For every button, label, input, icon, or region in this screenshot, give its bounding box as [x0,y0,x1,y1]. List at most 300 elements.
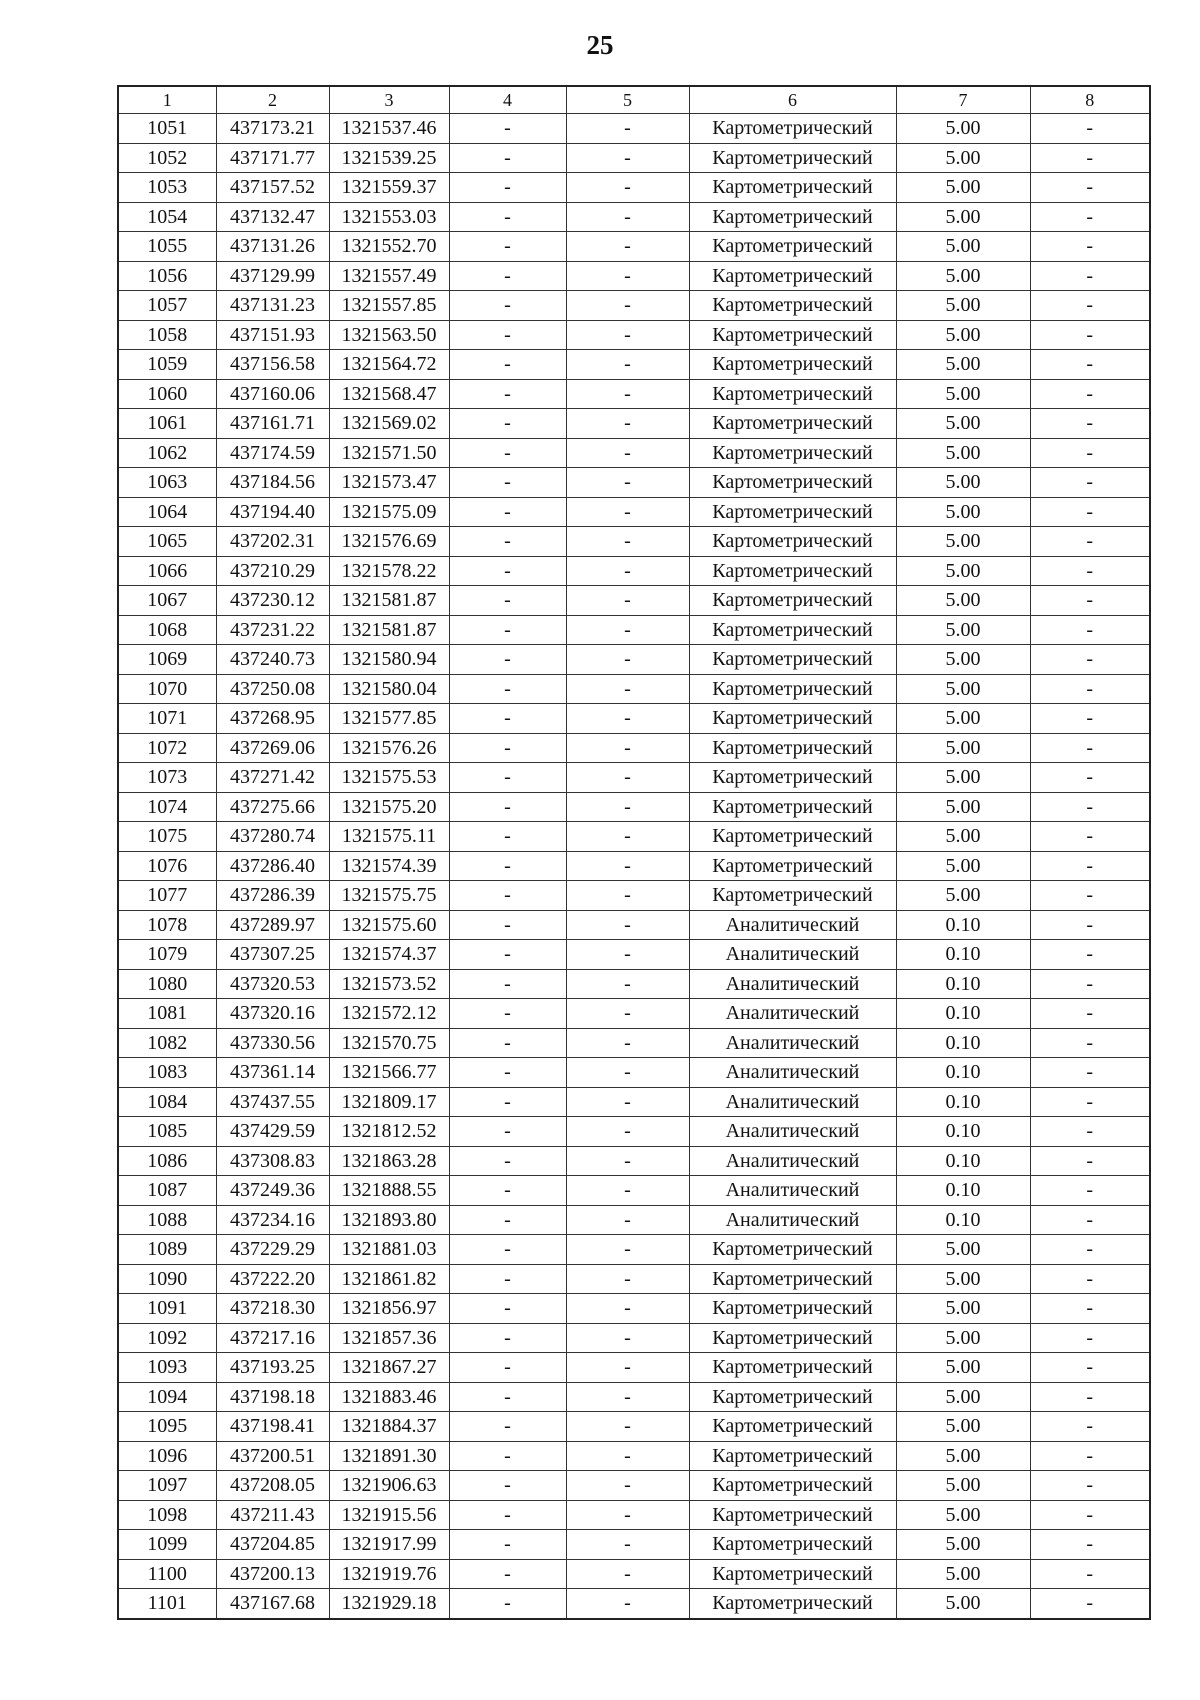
col-5-value-cell: - [566,1264,689,1294]
table-row [118,232,1150,262]
col-4-value-cell: - [449,1117,566,1147]
col-5-value-cell: - [566,527,689,557]
accuracy-cell: 5.00 [896,881,1030,911]
col-5-value-cell: - [566,1441,689,1471]
col-5-value-cell: - [566,1500,689,1530]
col-5-value-cell: - [566,1559,689,1589]
col-8-value-cell: - [1030,1559,1150,1589]
accuracy-cell: 5.00 [896,674,1030,704]
col-5-value-cell: - [566,232,689,262]
coordinate-x-cell: 437217.16 [216,1323,329,1353]
coordinate-y-cell: 1321863.28 [329,1146,449,1176]
coordinate-x-cell: 437269.06 [216,733,329,763]
coordinate-y-cell: 1321575.11 [329,822,449,852]
coordinate-x-cell: 437249.36 [216,1176,329,1206]
table-row [118,291,1150,321]
col-4-value-cell: - [449,940,566,970]
col-5-value-cell: - [566,999,689,1029]
col-8-value-cell: - [1030,202,1150,232]
col-4-value-cell: - [449,291,566,321]
method-cell: Картометрический [689,438,896,468]
col-8-value-cell: - [1030,1146,1150,1176]
col-4-value-cell: - [449,615,566,645]
method-cell: Картометрический [689,1235,896,1265]
table-row [118,674,1150,704]
coordinate-x-cell: 437210.29 [216,556,329,586]
table-row [118,704,1150,734]
coordinate-x-cell: 437167.68 [216,1589,329,1619]
coordinate-x-cell: 437174.59 [216,438,329,468]
point-number-cell: 1081 [118,999,216,1029]
col-4-value-cell: - [449,910,566,940]
accuracy-cell: 5.00 [896,851,1030,881]
col-4-value-cell: - [449,1382,566,1412]
point-number-cell: 1074 [118,792,216,822]
method-cell: Картометрический [689,645,896,675]
accuracy-cell: 0.10 [896,1205,1030,1235]
col-5-value-cell: - [566,173,689,203]
method-cell: Аналитический [689,910,896,940]
col-8-value-cell: - [1030,468,1150,498]
col-8-value-cell: - [1030,645,1150,675]
coordinate-y-cell: 1321574.37 [329,940,449,970]
coordinate-x-cell: 437157.52 [216,173,329,203]
accuracy-cell: 5.00 [896,792,1030,822]
col-4-value-cell: - [449,1441,566,1471]
coordinate-x-cell: 437330.56 [216,1028,329,1058]
accuracy-cell: 5.00 [896,1294,1030,1324]
table-row [118,173,1150,203]
col-4-value-cell: - [449,379,566,409]
column-header: 2 [216,86,329,114]
col-8-value-cell: - [1030,615,1150,645]
col-8-value-cell: - [1030,704,1150,734]
col-8-value-cell: - [1030,438,1150,468]
accuracy-cell: 5.00 [896,733,1030,763]
table-row [118,1117,1150,1147]
method-cell: Картометрический [689,497,896,527]
col-8-value-cell: - [1030,1205,1150,1235]
point-number-cell: 1072 [118,733,216,763]
accuracy-cell: 5.00 [896,1235,1030,1265]
table-row [118,1382,1150,1412]
col-8-value-cell: - [1030,1589,1150,1619]
point-number-cell: 1092 [118,1323,216,1353]
coordinate-y-cell: 1321580.94 [329,645,449,675]
coordinate-x-cell: 437271.42 [216,763,329,793]
col-5-value-cell: - [566,114,689,144]
col-8-value-cell: - [1030,792,1150,822]
col-5-value-cell: - [566,320,689,350]
point-number-cell: 1082 [118,1028,216,1058]
accuracy-cell: 5.00 [896,1382,1030,1412]
accuracy-cell: 5.00 [896,232,1030,262]
table-row [118,999,1150,1029]
point-number-cell: 1083 [118,1058,216,1088]
method-cell: Аналитический [689,1205,896,1235]
method-cell: Картометрический [689,1589,896,1619]
method-cell: Аналитический [689,1146,896,1176]
table-row [118,114,1150,144]
col-4-value-cell: - [449,1589,566,1619]
coordinate-y-cell: 1321929.18 [329,1589,449,1619]
coordinate-x-cell: 437202.31 [216,527,329,557]
accuracy-cell: 5.00 [896,1264,1030,1294]
point-number-cell: 1076 [118,851,216,881]
point-number-cell: 1062 [118,438,216,468]
method-cell: Картометрический [689,556,896,586]
col-4-value-cell: - [449,1500,566,1530]
coordinate-y-cell: 1321553.03 [329,202,449,232]
coordinate-y-cell: 1321917.99 [329,1530,449,1560]
table-row [118,792,1150,822]
col-8-value-cell: - [1030,556,1150,586]
point-number-cell: 1096 [118,1441,216,1471]
col-8-value-cell: - [1030,733,1150,763]
method-cell: Картометрический [689,1441,896,1471]
col-5-value-cell: - [566,1028,689,1058]
coordinate-y-cell: 1321559.37 [329,173,449,203]
coordinate-y-cell: 1321563.50 [329,320,449,350]
col-4-value-cell: - [449,1530,566,1560]
method-cell: Картометрический [689,1530,896,1560]
coordinate-y-cell: 1321915.56 [329,1500,449,1530]
col-5-value-cell: - [566,645,689,675]
table-row [118,1500,1150,1530]
accuracy-cell: 5.00 [896,1441,1030,1471]
accuracy-cell: 0.10 [896,1058,1030,1088]
accuracy-cell: 5.00 [896,114,1030,144]
coordinate-y-cell: 1321552.70 [329,232,449,262]
method-cell: Картометрический [689,1294,896,1324]
coordinate-x-cell: 437211.43 [216,1500,329,1530]
table-row [118,320,1150,350]
accuracy-cell: 5.00 [896,704,1030,734]
coordinate-x-cell: 437275.66 [216,792,329,822]
method-cell: Аналитический [689,1028,896,1058]
col-4-value-cell: - [449,586,566,616]
method-cell: Картометрический [689,1353,896,1383]
coordinate-y-cell: 1321856.97 [329,1294,449,1324]
col-4-value-cell: - [449,1294,566,1324]
coordinate-y-cell: 1321919.76 [329,1559,449,1589]
point-number-cell: 1063 [118,468,216,498]
table-row [118,409,1150,439]
point-number-cell: 1099 [118,1530,216,1560]
method-cell: Картометрический [689,1471,896,1501]
accuracy-cell: 5.00 [896,1323,1030,1353]
point-number-cell: 1091 [118,1294,216,1324]
accuracy-cell: 5.00 [896,497,1030,527]
table-header-row [118,86,1150,114]
col-5-value-cell: - [566,468,689,498]
accuracy-cell: 0.10 [896,999,1030,1029]
table-row [118,763,1150,793]
col-4-value-cell: - [449,969,566,999]
coordinate-y-cell: 1321564.72 [329,350,449,380]
coordinate-x-cell: 437161.71 [216,409,329,439]
col-8-value-cell: - [1030,409,1150,439]
table-row [118,1264,1150,1294]
method-cell: Картометрический [689,468,896,498]
method-cell: Картометрический [689,1500,896,1530]
accuracy-cell: 5.00 [896,202,1030,232]
point-number-cell: 1095 [118,1412,216,1442]
method-cell: Картометрический [689,320,896,350]
col-4-value-cell: - [449,232,566,262]
column-header: 3 [329,86,449,114]
column-header: 4 [449,86,566,114]
coordinate-y-cell: 1321884.37 [329,1412,449,1442]
point-number-cell: 1061 [118,409,216,439]
col-8-value-cell: - [1030,350,1150,380]
coordinate-x-cell: 437429.59 [216,1117,329,1147]
col-5-value-cell: - [566,910,689,940]
coordinate-y-cell: 1321812.52 [329,1117,449,1147]
point-number-cell: 1056 [118,261,216,291]
col-4-value-cell: - [449,792,566,822]
accuracy-cell: 0.10 [896,940,1030,970]
point-number-cell: 1069 [118,645,216,675]
col-4-value-cell: - [449,733,566,763]
coordinate-y-cell: 1321581.87 [329,586,449,616]
col-5-value-cell: - [566,704,689,734]
col-8-value-cell: - [1030,1176,1150,1206]
coordinate-y-cell: 1321575.20 [329,792,449,822]
coordinate-y-cell: 1321557.49 [329,261,449,291]
accuracy-cell: 5.00 [896,763,1030,793]
col-8-value-cell: - [1030,969,1150,999]
col-8-value-cell: - [1030,940,1150,970]
col-5-value-cell: - [566,1205,689,1235]
col-5-value-cell: - [566,497,689,527]
table-row [118,143,1150,173]
method-cell: Картометрический [689,881,896,911]
col-5-value-cell: - [566,1146,689,1176]
coordinate-x-cell: 437171.77 [216,143,329,173]
col-4-value-cell: - [449,1559,566,1589]
table-row [118,1087,1150,1117]
method-cell: Картометрический [689,291,896,321]
col-5-value-cell: - [566,261,689,291]
col-4-value-cell: - [449,261,566,291]
col-8-value-cell: - [1030,674,1150,704]
table-row [118,261,1150,291]
col-4-value-cell: - [449,704,566,734]
coordinate-x-cell: 437307.25 [216,940,329,970]
accuracy-cell: 5.00 [896,1412,1030,1442]
col-8-value-cell: - [1030,173,1150,203]
coordinate-y-cell: 1321867.27 [329,1353,449,1383]
accuracy-cell: 0.10 [896,1117,1030,1147]
coordinate-y-cell: 1321888.55 [329,1176,449,1206]
col-4-value-cell: - [449,1205,566,1235]
point-number-cell: 1071 [118,704,216,734]
point-number-cell: 1073 [118,763,216,793]
point-number-cell: 1097 [118,1471,216,1501]
col-5-value-cell: - [566,586,689,616]
coordinate-x-cell: 437437.55 [216,1087,329,1117]
point-number-cell: 1098 [118,1500,216,1530]
table-row [118,438,1150,468]
method-cell: Картометрический [689,261,896,291]
method-cell: Аналитический [689,1117,896,1147]
col-5-value-cell: - [566,1087,689,1117]
coordinate-x-cell: 437320.16 [216,999,329,1029]
col-5-value-cell: - [566,851,689,881]
table-row [118,497,1150,527]
coordinate-y-cell: 1321576.26 [329,733,449,763]
coordinate-x-cell: 437320.53 [216,969,329,999]
coordinate-x-cell: 437240.73 [216,645,329,675]
col-5-value-cell: - [566,291,689,321]
table-row [118,1146,1150,1176]
point-number-cell: 1051 [118,114,216,144]
accuracy-cell: 5.00 [896,1500,1030,1530]
col-8-value-cell: - [1030,114,1150,144]
point-number-cell: 1065 [118,527,216,557]
col-8-value-cell: - [1030,1235,1150,1265]
coordinate-x-cell: 437156.58 [216,350,329,380]
method-cell: Картометрический [689,527,896,557]
col-5-value-cell: - [566,1589,689,1619]
col-5-value-cell: - [566,1176,689,1206]
method-cell: Аналитический [689,1087,896,1117]
col-5-value-cell: - [566,1412,689,1442]
col-8-value-cell: - [1030,379,1150,409]
method-cell: Картометрический [689,143,896,173]
coordinate-y-cell: 1321578.22 [329,556,449,586]
col-8-value-cell: - [1030,1353,1150,1383]
col-8-value-cell: - [1030,586,1150,616]
col-4-value-cell: - [449,409,566,439]
accuracy-cell: 0.10 [896,1146,1030,1176]
coordinate-y-cell: 1321883.46 [329,1382,449,1412]
coordinate-x-cell: 437131.26 [216,232,329,262]
method-cell: Картометрический [689,763,896,793]
point-number-cell: 1078 [118,910,216,940]
coordinate-x-cell: 437200.13 [216,1559,329,1589]
accuracy-cell: 5.00 [896,350,1030,380]
point-number-cell: 1101 [118,1589,216,1619]
coordinate-x-cell: 437268.95 [216,704,329,734]
coordinate-y-cell: 1321906.63 [329,1471,449,1501]
point-number-cell: 1077 [118,881,216,911]
point-number-cell: 1087 [118,1176,216,1206]
point-number-cell: 1086 [118,1146,216,1176]
table-row [118,645,1150,675]
accuracy-cell: 0.10 [896,1028,1030,1058]
col-5-value-cell: - [566,438,689,468]
accuracy-cell: 5.00 [896,527,1030,557]
accuracy-cell: 5.00 [896,143,1030,173]
col-8-value-cell: - [1030,320,1150,350]
col-5-value-cell: - [566,822,689,852]
coordinate-y-cell: 1321574.39 [329,851,449,881]
point-number-cell: 1052 [118,143,216,173]
accuracy-cell: 5.00 [896,1353,1030,1383]
method-cell: Картометрический [689,851,896,881]
accuracy-cell: 5.00 [896,379,1030,409]
method-cell: Картометрический [689,733,896,763]
coordinate-y-cell: 1321569.02 [329,409,449,439]
accuracy-cell: 5.00 [896,468,1030,498]
col-8-value-cell: - [1030,999,1150,1029]
table-row [118,527,1150,557]
table-row [118,1205,1150,1235]
col-4-value-cell: - [449,1087,566,1117]
method-cell: Картометрический [689,232,896,262]
col-4-value-cell: - [449,143,566,173]
col-5-value-cell: - [566,556,689,586]
method-cell: Картометрический [689,615,896,645]
col-4-value-cell: - [449,763,566,793]
col-8-value-cell: - [1030,1441,1150,1471]
method-cell: Картометрический [689,114,896,144]
col-8-value-cell: - [1030,143,1150,173]
col-8-value-cell: - [1030,527,1150,557]
col-5-value-cell: - [566,969,689,999]
method-cell: Картометрический [689,822,896,852]
method-cell: Картометрический [689,202,896,232]
col-5-value-cell: - [566,615,689,645]
col-5-value-cell: - [566,1235,689,1265]
method-cell: Картометрический [689,1264,896,1294]
method-cell: Аналитический [689,940,896,970]
method-cell: Картометрический [689,1323,896,1353]
coordinate-x-cell: 437208.05 [216,1471,329,1501]
coordinate-x-cell: 437200.51 [216,1441,329,1471]
col-8-value-cell: - [1030,1087,1150,1117]
point-number-cell: 1075 [118,822,216,852]
col-4-value-cell: - [449,674,566,704]
accuracy-cell: 5.00 [896,586,1030,616]
col-8-value-cell: - [1030,910,1150,940]
col-8-value-cell: - [1030,763,1150,793]
table-row [118,1412,1150,1442]
col-4-value-cell: - [449,1412,566,1442]
table-row [118,822,1150,852]
col-8-value-cell: - [1030,497,1150,527]
coordinate-y-cell: 1321861.82 [329,1264,449,1294]
col-4-value-cell: - [449,1176,566,1206]
table-row [118,379,1150,409]
coordinate-y-cell: 1321580.04 [329,674,449,704]
coordinates-table [117,85,1151,1620]
coordinate-x-cell: 437308.83 [216,1146,329,1176]
point-number-cell: 1070 [118,674,216,704]
coordinate-x-cell: 437198.18 [216,1382,329,1412]
table-row [118,556,1150,586]
point-number-cell: 1100 [118,1559,216,1589]
coordinate-y-cell: 1321568.47 [329,379,449,409]
col-8-value-cell: - [1030,1412,1150,1442]
accuracy-cell: 5.00 [896,438,1030,468]
col-8-value-cell: - [1030,1058,1150,1088]
coordinate-y-cell: 1321893.80 [329,1205,449,1235]
point-number-cell: 1058 [118,320,216,350]
point-number-cell: 1090 [118,1264,216,1294]
coordinate-y-cell: 1321575.09 [329,497,449,527]
col-5-value-cell: - [566,409,689,439]
col-4-value-cell: - [449,438,566,468]
point-number-cell: 1079 [118,940,216,970]
accuracy-cell: 5.00 [896,556,1030,586]
table-row [118,851,1150,881]
col-8-value-cell: - [1030,1294,1150,1324]
table-row [118,1323,1150,1353]
table-body [118,114,1150,1619]
